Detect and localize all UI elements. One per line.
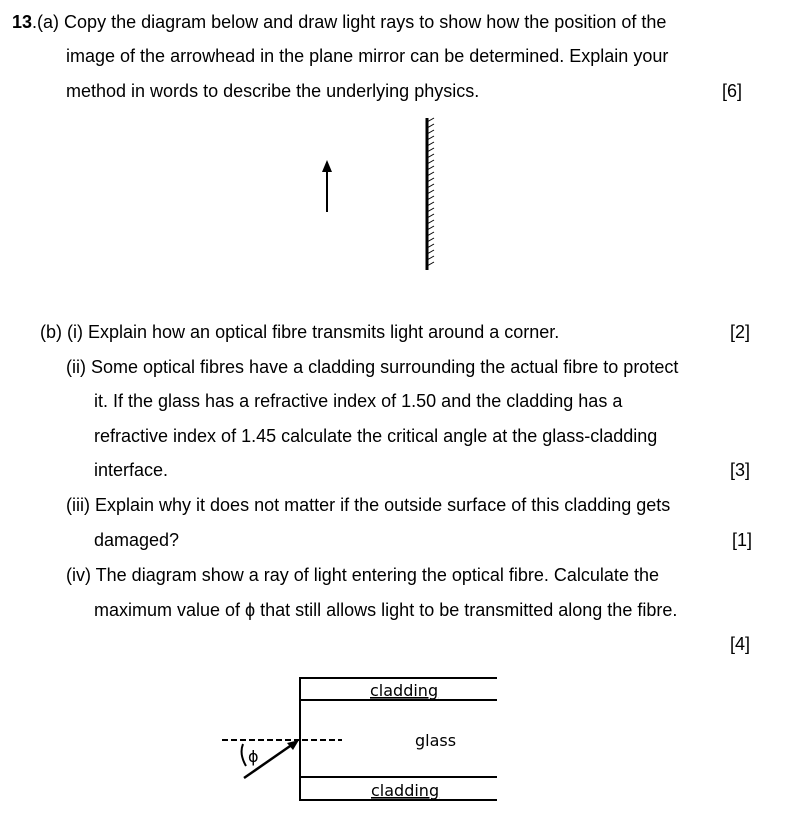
part-b-ii-marks: [3] xyxy=(730,460,751,480)
part-b-iii-line-1: (iii) Explain why it does not matter if the outside surface of this cladding gets xyxy=(66,495,671,515)
part-a-line-3: method in words to describe the underlying physics. xyxy=(66,81,480,101)
top-cladding-label: cladding xyxy=(370,681,439,700)
question-number: 13 xyxy=(12,12,33,32)
part-b-ii-line-1: (ii) Some optical fibres have a cladding surrounding the actual fibre to protect xyxy=(66,357,679,377)
part-b-ii-line-4: interface. xyxy=(94,460,169,480)
glass-label: glass xyxy=(415,731,457,750)
part-a-line-2: image of the arrowhead in the plane mirror can be determined. Explain your xyxy=(66,46,669,66)
part-b-iii-line-2: damaged? xyxy=(94,530,180,550)
bottom-cladding-label: cladding xyxy=(371,781,440,800)
part-b-i-marks: [2] xyxy=(730,322,751,342)
part-a-line-1: Copy the diagram below and draw light rays to show how the position of the xyxy=(64,12,667,32)
part-b-iv-line-1: (iv) The diagram show a ray of light entering the optical fibre. Calculate the xyxy=(66,565,659,585)
incident-ray-arrowhead xyxy=(287,740,299,750)
phi-angle-label: ϕ xyxy=(248,747,259,766)
part-a-prefix: .(a) xyxy=(32,12,65,32)
part-b-ii-line-3: refractive index of 1.45 calculate the critical angle at the glass-cladding xyxy=(94,426,658,446)
part-b-i-text: (b) (i) Explain how an optical fibre transmits light around a corner. xyxy=(40,322,560,342)
part-a-marks: [6] xyxy=(722,81,743,101)
part-b-iv-marks: [4] xyxy=(730,634,751,654)
part-b-iv-line-2: maximum value of ϕ that still allows light to be transmitted along the fibre. xyxy=(94,600,678,620)
angle-arc xyxy=(242,744,246,766)
part-b-ii-line-2: it. If the glass has a refractive index of 1.50 and the cladding has a xyxy=(94,391,623,411)
part-b-iii-marks: [1] xyxy=(732,530,753,550)
